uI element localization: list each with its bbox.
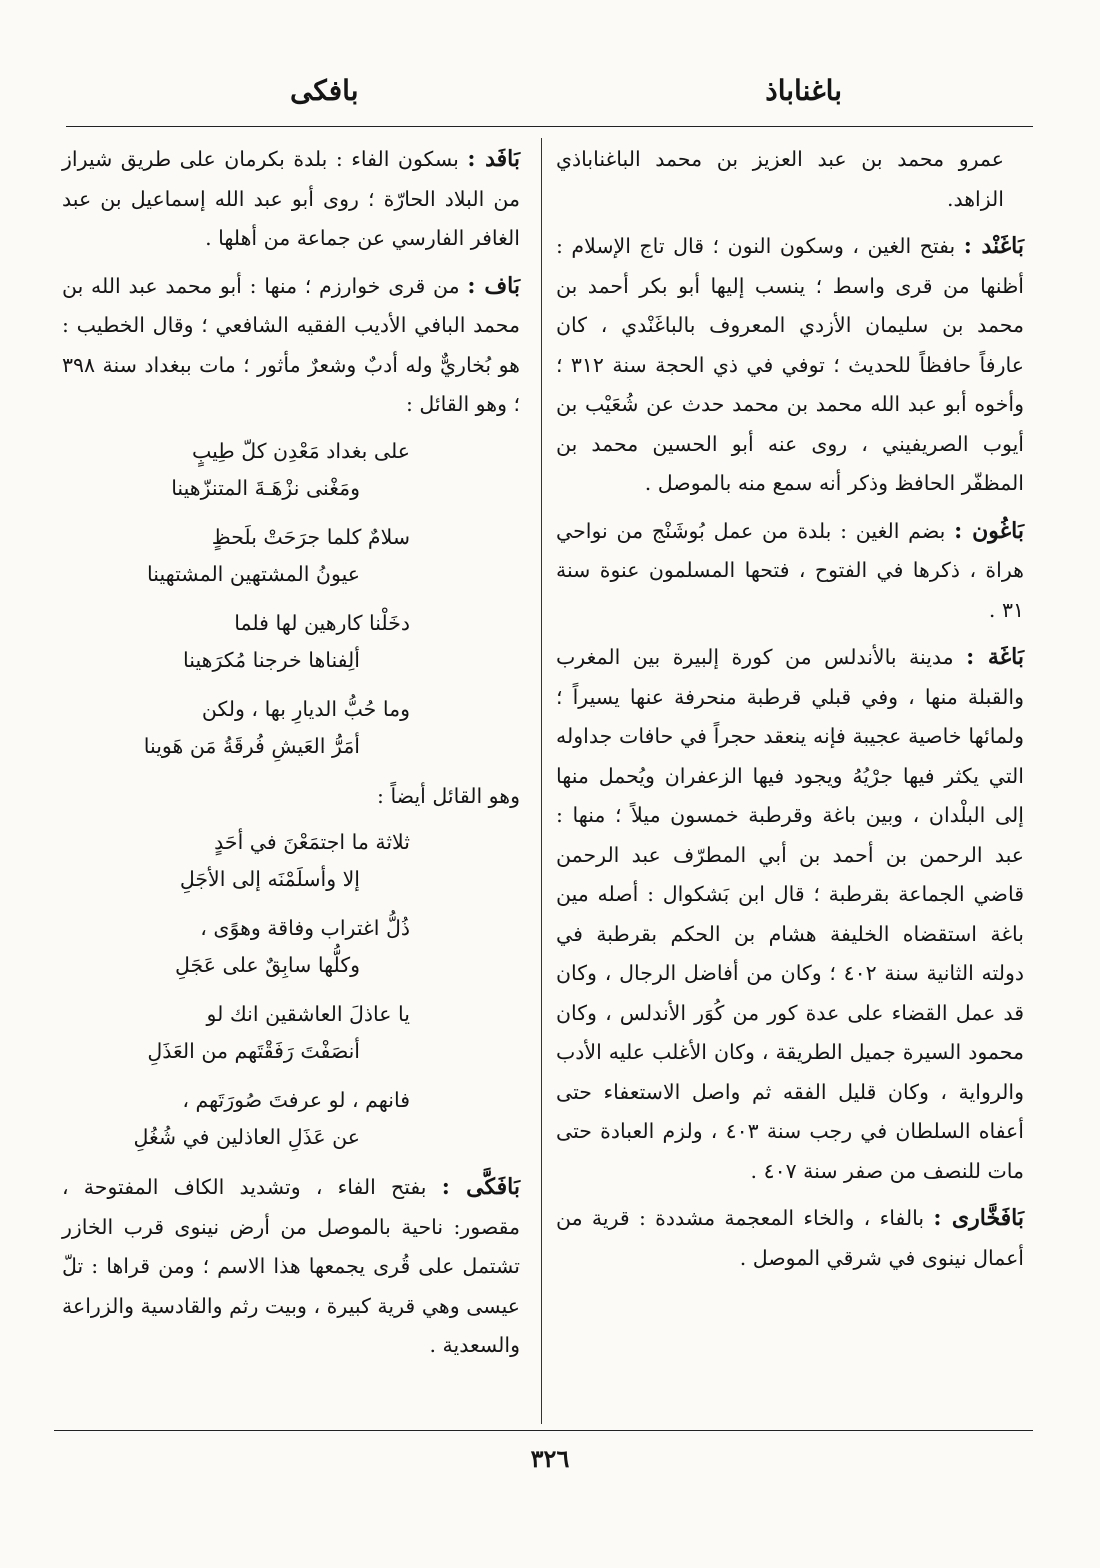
verse-hemistich-2: أنصَفْتَ رَفَقْتَهم من العَذَلِ [147, 1039, 360, 1063]
verse-hemistich-2: عيونُ المشتهين المشتهينا [147, 561, 360, 586]
verse-hemistich-2: أمَرُّ العَيشِ فُرقَةُ مَن هَوينا [143, 733, 360, 758]
page-number: ٣٢٦ [530, 1444, 570, 1473]
verse-hemistich-1: دخَلْنا كارهين لها فلما [234, 610, 410, 635]
entry-baf [62, 267, 520, 425]
verse-hemistich-2: ألِفناها خرجنا مُكرَهينا [183, 647, 360, 672]
poem-verse [62, 1082, 520, 1156]
verse-hemistich-2: عن عَذَلِ العاذلين في شُغُلِ [133, 1125, 360, 1149]
verse-hemistich-1: يا عاذلَ العاشقين انك لو [206, 1002, 410, 1026]
verse-hemistich-1: على بغداد مَعْدِن كلّ طِيبٍ [192, 438, 410, 463]
header-rule [66, 126, 1033, 127]
right-column [556, 140, 1024, 1286]
poem-verse [62, 910, 520, 984]
verse-hemistich-2: وكلُّها سابِقٌ على عَجَلِ [174, 953, 360, 977]
entry-bafakhkhari [556, 1199, 1024, 1278]
entry-text: من قرى خوارزم ؛ منها : أبو محمد عبد الله بن محمد البافي الأديب الفقيه الشافعي ؛ وقال الخطيب : هو بُخاريٌّ وله أدبٌ وشعرٌ مأثور ؛ مات ببغداد سنة ٣٩٨ ؛ وهو القائل : [62, 273, 520, 416]
entry-baghand [556, 227, 1024, 504]
left-column [62, 140, 520, 1374]
entry-baghun [556, 512, 1024, 631]
poem-verse [62, 519, 520, 593]
entry-headword: بَافَخَّارى : [933, 1205, 1024, 1231]
entry-text: بفتح الغين ، وسكون النون ؛ قال تاج الإسلام : أظنها من قرى واسط ؛ ينسب إليها أبو بكر أحمد بن محمد بن سليمان الأزدي المعروف بالباغَنْدي ، كان عارفاً حافظاً للحديث ؛ توفي في ذي الحجة سنة ٣١٢ ؛ وأخوه أبو عبد الله محمد بن محمد حدث عن شُعَيْب بن أيوب الصريفيني ، روى عنه أبو الحسين محمد بن المظفّر الحافظ وذكر أنه سمع منه بالموصل . [556, 234, 1024, 495]
entry-headword: بَافَد : [467, 146, 520, 172]
entry-text: بسكون الفاء : بلدة بكرمان على طريق شيراز من البلاد الحارّة ؛ روى أبو عبد الله إسماعيل بن عبد الغافر الفارسي عن جماعة من أهلها . [62, 147, 520, 250]
carry-over-text: عمرو محمد بن عبد العزيز بن محمد الباغناباذي الزاهد. [556, 147, 1004, 211]
running-head-right: باغناباذ [765, 74, 842, 107]
entry-text: بالفاء ، والخاء المعجمة مشددة : قرية من أعمال نينوى في شرقي الموصل . [556, 1206, 1024, 1270]
entry-text: مدينة بالأندلس من كورة إلبيرة بين المغرب والقبلة منها ، وفي قبلي قرطبة منحرفة عنها يسيراً ؛ ولمائها خاصية عجيبة فإنه ينعقد حجراً في حافات جداوله التي يكثر فيها جرْيُهُ ويجود فيها الزعفران ويُحمل منها إلى البلْدان ، وبين باغة وقرطبة خمسون ميلاً ؛ منها : عبد الرحمن بن أحمد بن أبي المطرّف عبد الرحمن قاضي الجماعة بقرطبة ؛ قال ابن بَشكوال : أصله مين باغة استقضاه الخليفة هشام بن الحكم بقرطبة في دولته الثانية سنة ٤٠٢ ؛ وكان من أفاضل الرجال ، وكان قد عمل القضاء على عدة كور من كُوَر الأندلس ، وكان محمود السيرة جميل الطريقة ، وكان الأغلب عليه الأدب والرواية ، وكان قليل الفقه ثم واصل الاستعفاء حتى أعفاه السلطان في رجب سنة ٤٠٣ ، ولزم العبادة حتى مات للنصف من صفر سنة ٤٠٧ . [556, 645, 1024, 1183]
entry-headword: بَاغَنْد : [963, 233, 1024, 259]
poem-verse [62, 824, 520, 898]
verse-hemistich-1: فانهم ، لو عرفتَ صُورَتَهم ، [182, 1088, 410, 1112]
footer-rule [54, 1430, 1033, 1431]
entry-headword: بَاف : [467, 272, 520, 299]
verse-hemistich-2: إلا وأسلَمْنَه إلى الأجَلِ [179, 867, 360, 891]
verse-hemistich-1: وما حُبُّ الديارِ بها ، ولكن [201, 696, 410, 721]
verse-hemistich-1: ذُلُّ اغتراب وفاقة وهوًى ، [200, 916, 410, 940]
entry-bagha [556, 638, 1024, 1191]
poem-verse [62, 433, 520, 507]
column-divider [541, 138, 542, 1424]
poem-verse [62, 605, 520, 679]
entry-text: بفتح الفاء ، وتشديد الكاف المفتوحة ، مقصور: ناحية بالموصل من أرض نينوى قرب الخازر تشتمل على قُرى يجمعها هذا الاسم ؛ ومن قراها : تلّ عيسى وهي قرية كبيرة ، وبيت رثم والقادسية والزراعة والسعدية . [62, 1175, 520, 1357]
poem-verse [62, 996, 520, 1070]
entry-headword: بَافَكَّى : [441, 1174, 520, 1200]
poem-intro: وهو القائل أيضاً : [377, 783, 520, 808]
entry-headword: بَاغُون : [954, 517, 1024, 544]
entry-text: بضم الغين : بلدة من عمل بُوشَنْج من نواحي هراة ، ذكرها في الفتوح ، فتحها المسلمون عنوة سنة ٣١ . [556, 518, 1024, 622]
entry-headword: بَاغَة : [966, 644, 1024, 670]
poem-verse [62, 691, 520, 765]
running-head-left: بافكى [290, 74, 359, 107]
verse-hemistich-1: ثلاثة ما اجتمَعْنَ في أحَدٍ [214, 830, 410, 854]
entry-bafd [62, 140, 520, 259]
verse-hemistich-2: ومَغْنى نزْهَـةَ المتنزّهينا [171, 475, 360, 500]
entry-bafakki [62, 1168, 520, 1366]
verse-hemistich-1: سلامٌ كلما جرَحَتْ بلَحظٍ [211, 524, 410, 549]
